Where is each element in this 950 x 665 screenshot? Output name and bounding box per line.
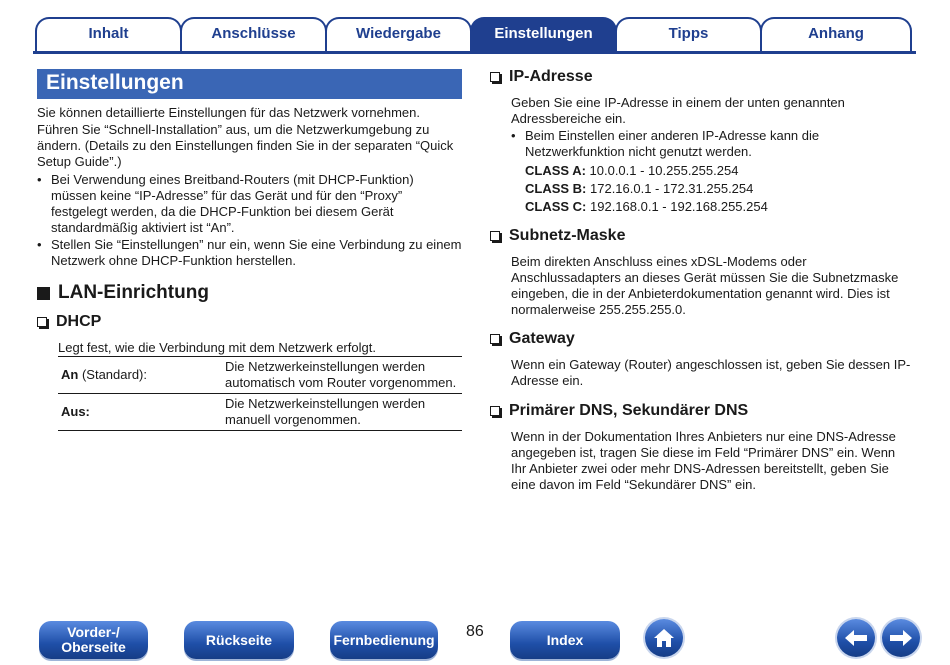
intro-bullet-text: Bei Verwendung eines Breitband-Routers (mit DHCP-Funktion) müssen keine “IP-Adresse” für das Gerät und für den “Proxy” festgelegt werden, da die DHCP-Funktion bei diesem Gerät standardmäßig aktiviert ist “An”.: [51, 172, 414, 235]
class-range: 192.168.0.1 - 192.168.255.254: [586, 199, 768, 214]
home-button[interactable]: [645, 619, 683, 657]
option-key: [58, 357, 222, 394]
bullet-dot: •: [37, 237, 42, 252]
gateway-heading: [490, 330, 575, 348]
tab-einstellungen[interactable]: Einstellungen: [470, 17, 617, 53]
subnet-heading: [490, 227, 625, 245]
checkbox-bullet-icon: [490, 406, 500, 416]
tab-anhang[interactable]: Anhang: [760, 17, 912, 53]
ip-bullet: [511, 128, 911, 160]
ip-heading-text: IP-Adresse: [509, 68, 593, 85]
tab-anschluesse[interactable]: Anschlüsse: [180, 17, 327, 53]
front-top-label-1: Vorder-/: [67, 624, 120, 640]
front-top-button[interactable]: [39, 621, 148, 659]
table-row: [58, 357, 462, 394]
intro-bullet-text: Stellen Sie “Einstellungen” nur ein, wenn Sie eine Verbindung zu einem Netzwerk ohne DHCP-Funktion herstellen.: [51, 237, 462, 268]
dhcp-heading: [37, 313, 101, 331]
remote-button[interactable]: Fernbedienung: [330, 621, 438, 659]
previous-page-button[interactable]: [837, 619, 875, 657]
tab-tipps[interactable]: Tipps: [615, 17, 762, 53]
section-title: Einstellungen: [37, 69, 462, 99]
option-key: [58, 394, 222, 431]
option-value: Die Netzwerkeinstellungen werden automatisch vom Router vorgenommen.: [225, 359, 457, 390]
checkbox-bullet-icon: [37, 317, 47, 327]
option-key-rest: (Standard):: [78, 367, 147, 382]
dhcp-heading-text: DHCP: [56, 313, 102, 330]
tab-wiedergabe[interactable]: Wiedergabe: [325, 17, 472, 53]
square-bullet-icon: [37, 287, 50, 300]
arrow-left-icon: [843, 628, 869, 648]
class-label: CLASS C:: [525, 199, 587, 214]
ip-description: Geben Sie eine IP-Adresse in einem der unten genannten Adressbereiche ein.: [511, 95, 845, 126]
option-key-bold: An: [61, 367, 79, 382]
index-button[interactable]: Index: [510, 621, 620, 659]
checkbox-bullet-icon: [490, 231, 500, 241]
ip-heading: [490, 68, 593, 86]
ip-bullet-text: Beim Einstellen einer anderen IP-Adresse kann die Netzwerkfunktion nicht genutzt werden.: [525, 128, 820, 159]
class-range: 172.16.0.1 - 172.31.255.254: [586, 181, 754, 196]
intro-bullet: [37, 172, 462, 236]
dns-heading-text: Primärer DNS, Sekundärer DNS: [509, 402, 749, 419]
checkbox-bullet-icon: [490, 72, 500, 82]
ip-class-list: [525, 162, 915, 216]
tab-inhalt[interactable]: Inhalt: [35, 17, 182, 53]
class-label: CLASS B:: [525, 181, 587, 196]
gateway-heading-text: Gateway: [509, 330, 575, 347]
front-top-label-2: Oberseite: [61, 639, 126, 655]
arrow-right-icon: [888, 628, 914, 648]
ip-class-c: [525, 198, 915, 216]
intro-paragraph: Führen Sie “Schnell-Installation” aus, um die Netzwerkumgebung zu ändern. (Details zu den Einstellungen finden Sie in der separaten “Quick Setup Guide”.): [37, 122, 454, 169]
option-value: Die Netzwerkeinstellungen werden manuell vorgenommen.: [225, 396, 426, 427]
tab-underline: [33, 51, 916, 54]
class-range: 10.0.0.1 - 10.255.255.254: [585, 163, 739, 178]
tab-bar: [0, 0, 950, 56]
intro-bullet: [37, 237, 462, 269]
page-number: 86: [466, 623, 484, 640]
dns-heading: [490, 402, 748, 420]
class-label: CLASS A:: [525, 163, 586, 178]
ip-class-a: [525, 162, 915, 180]
dhcp-description: Legt fest, wie die Verbindung mit dem Netzwerk erfolgt.: [58, 340, 376, 355]
option-key-bold: Aus:: [61, 404, 90, 419]
home-icon: [652, 627, 676, 649]
lan-heading-text: LAN-Einrichtung: [58, 282, 209, 303]
bullet-dot: •: [37, 172, 42, 187]
subnet-description: Beim direkten Anschluss eines xDSL-Modems oder Anschlussadapters an dieses Gerät müssen Sie die Subnetzmaske eingeben, die in der Anbieterdokumentation genannt wird. Dies ist normalerweise 255.255.255.0.: [511, 254, 899, 317]
ip-class-b: [525, 180, 915, 198]
dhcp-options-table: [58, 356, 462, 431]
table-row: [58, 394, 462, 431]
dns-description: Wenn in der Dokumentation Ihres Anbieters nur eine DNS-Adresse angegeben ist, tragen Sie diese im Feld “Primärer DNS” ein. Wenn Ihr Anbieter zwei oder mehr DNS-Adressen bereitstellt, geben Sie eine davon im Feld “Sekundärer DNS” ein.: [511, 429, 896, 492]
rear-button[interactable]: Rückseite: [184, 621, 294, 659]
subnet-heading-text: Subnetz-Maske: [509, 227, 626, 244]
next-page-button[interactable]: [882, 619, 920, 657]
lan-heading: [37, 282, 209, 304]
checkbox-bullet-icon: [490, 334, 500, 344]
gateway-description: Wenn ein Gateway (Router) angeschlossen ist, geben Sie dessen IP-Adresse ein.: [511, 357, 911, 388]
intro-line: Sie können detaillierte Einstellungen für das Netzwerk vornehmen.: [37, 105, 420, 120]
bullet-dot: •: [511, 128, 516, 143]
